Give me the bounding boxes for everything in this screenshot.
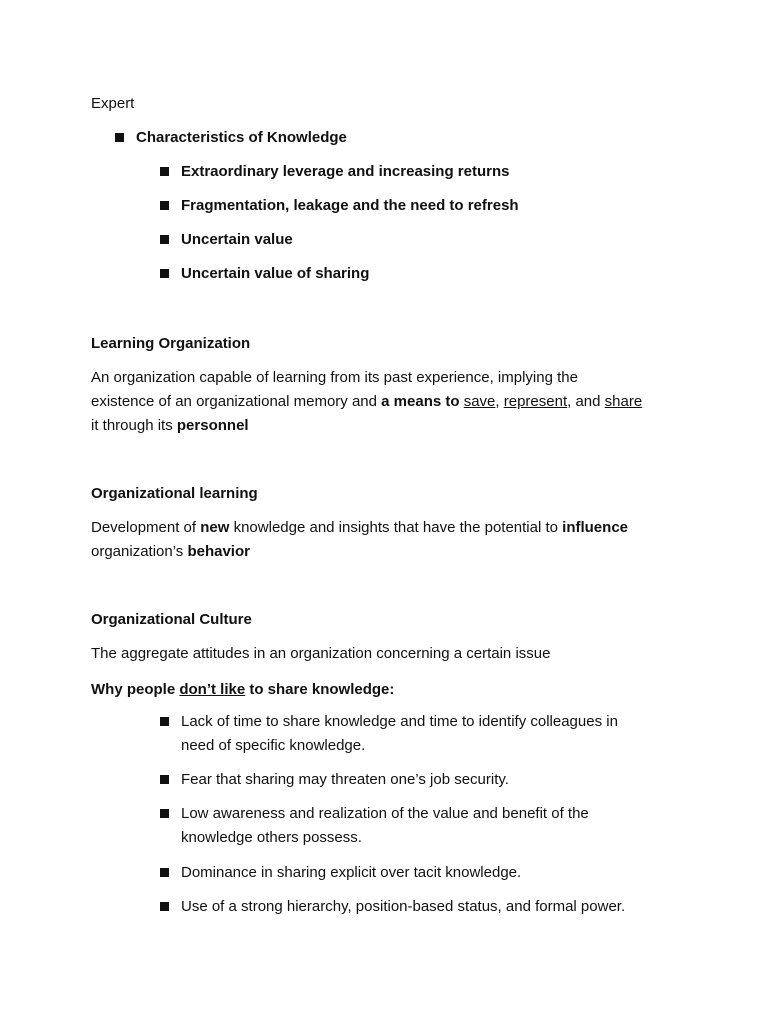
square-bullet-icon: [160, 235, 169, 244]
organizational-learning-text-line: [91, 542, 250, 562]
reason-item-line: Dominance in sharing explicit over tacit knowledge.: [181, 864, 522, 881]
learning-organization-text-line: [91, 416, 249, 436]
text-run: to share knowledge:: [245, 681, 395, 698]
text-run: it through its: [91, 417, 177, 434]
emphasis-text: a means to: [381, 393, 460, 410]
square-bullet-icon: [160, 269, 169, 278]
header-label: Expert: [91, 95, 135, 112]
reason-item-line: Use of a strong hierarchy, position-based status, and formal power.: [181, 898, 626, 915]
underlined-term: represent: [503, 393, 568, 410]
text-run: , and: [567, 393, 605, 410]
why-not-share-heading: [91, 680, 394, 700]
knowledge-heading: Characteristics of Knowledge: [136, 129, 347, 146]
square-bullet-icon: [160, 201, 169, 210]
reason-item-line: Lack of time to share knowledge and time to identify colleagues in: [181, 713, 618, 730]
organizational-learning-heading: Organizational learning: [91, 485, 258, 502]
underlined-term: save: [463, 393, 496, 410]
reason-item-line: knowledge others possess.: [181, 829, 362, 846]
learning-organization-text-line: An organization capable of learning from its past experience, implying the: [91, 369, 578, 386]
square-bullet-icon: [160, 167, 169, 176]
organizational-culture-text: The aggregate attitudes in an organization concerning a certain issue: [91, 645, 551, 662]
emphasis-text: behavior: [187, 543, 250, 560]
learning-organization-text-line: [91, 392, 642, 412]
emphasis-text: new: [200, 519, 230, 536]
learning-organization-heading: Learning Organization: [91, 335, 251, 352]
text-run: existence of an organizational memory and: [91, 393, 382, 410]
square-bullet-icon: [160, 717, 169, 726]
text-run: ,: [495, 393, 504, 410]
underlined-term: don’t like: [179, 681, 246, 698]
knowledge-item: Uncertain value of sharing: [181, 265, 370, 282]
square-bullet-icon: [115, 133, 124, 142]
emphasis-text: influence: [562, 519, 629, 536]
reason-item-line: need of specific knowledge.: [181, 737, 366, 754]
organizational-culture-heading: Organizational Culture: [91, 611, 252, 628]
organizational-learning-text-line: [91, 518, 628, 538]
reason-item-line: Low awareness and realization of the value and benefit of the: [181, 805, 589, 822]
knowledge-item: Uncertain value: [181, 231, 293, 248]
text-run: knowledge and insights that have the potential to: [229, 519, 563, 536]
knowledge-item: Fragmentation, leakage and the need to refresh: [181, 197, 519, 214]
square-bullet-icon: [160, 775, 169, 784]
text-run: Why people: [91, 681, 180, 698]
knowledge-item: Extraordinary leverage and increasing returns: [181, 163, 510, 180]
underlined-term: share: [604, 393, 643, 410]
text-run: Development of: [91, 519, 201, 536]
square-bullet-icon: [160, 809, 169, 818]
text-run: organization’s: [91, 543, 188, 560]
reason-item-line: Fear that sharing may threaten one’s job security.: [181, 771, 509, 788]
square-bullet-icon: [160, 902, 169, 911]
square-bullet-icon: [160, 868, 169, 877]
emphasis-text: personnel: [176, 417, 249, 434]
